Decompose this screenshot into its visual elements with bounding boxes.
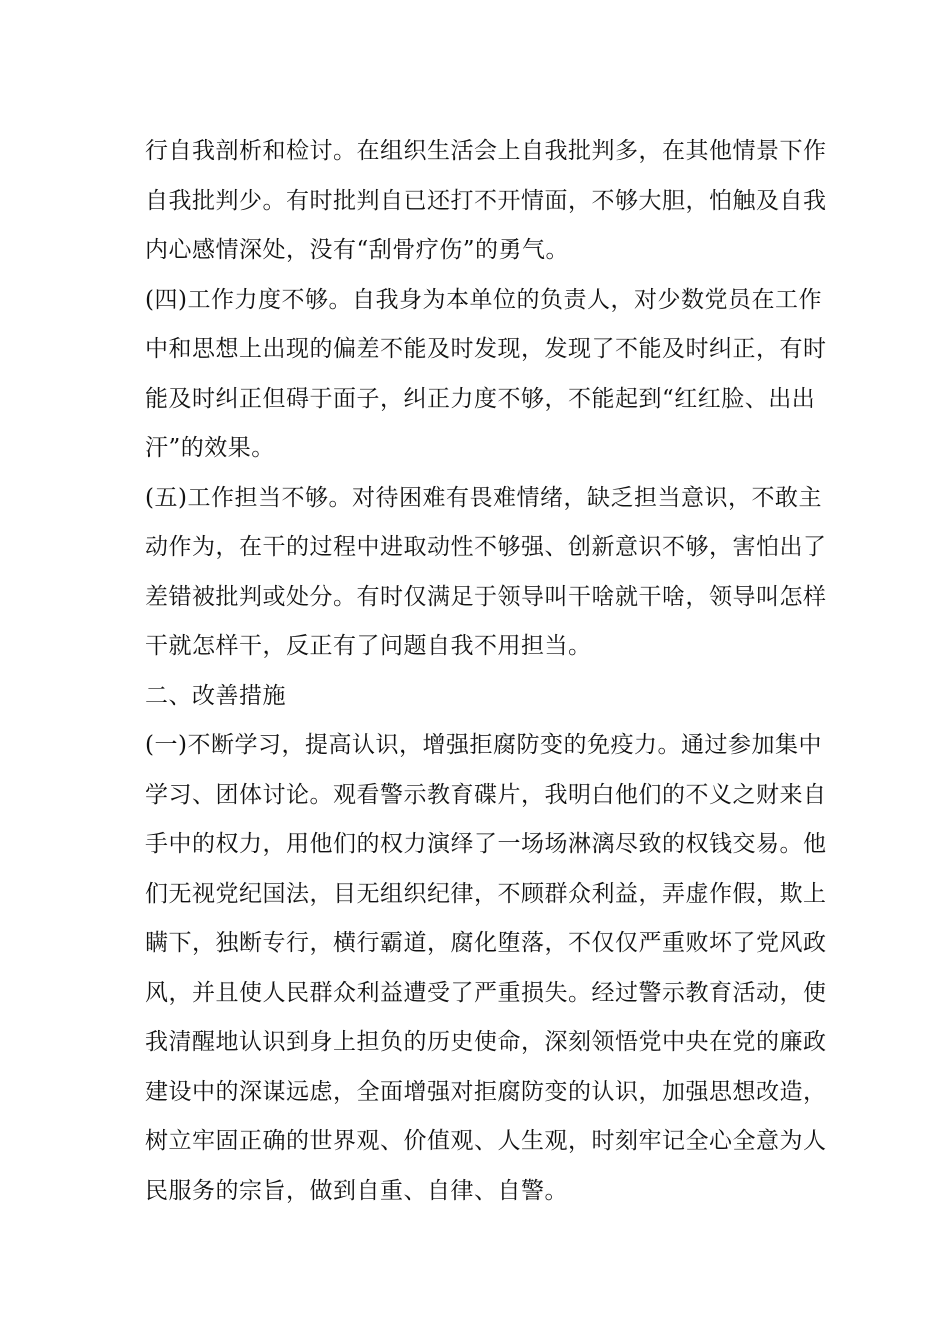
text-line: 自我批判少。有时批判自已还打不开情面，不够大胆，怕触及自我 [145, 187, 827, 214]
text-line: 学习、团体讨论。观看警示教育碟片，我明白他们的不义之财来自 [145, 781, 827, 808]
text-line: 建设中的深谋远虑，全面增强对拒腐防变的认识，加强思想改造， [145, 1078, 827, 1105]
text-line: 中和思想上出现的偏差不能及时发现，发现了不能及时纠正，有时 [145, 336, 827, 362]
text-line: 瞒下，独断专行，横行霸道，腐化堕落，不仅仅严重败坏了党风政 [145, 930, 827, 956]
body-text [145, 127, 827, 1216]
text-line: 内心感情深处，没有“刮骨疗伤”的勇气。 [145, 237, 570, 263]
subsection-one-line: (一)不断学习，提高认识，增强拒腐防变的免疫力。通过参加集中 [145, 732, 822, 758]
text-line: 民服务的宗旨，做到自重、自律、自警。 [145, 1177, 568, 1204]
section-heading: 二、改善措施 [145, 682, 286, 709]
section-five-line: (五)工作担当不够。对待困难有畏难情绪，缺乏担当意识，不敢主 [145, 484, 822, 511]
text-line: 差错被批判或处分。有时仅满足于领导叫干啥就干啥，领导叫怎样 [145, 583, 827, 610]
text-line: 行自我剖析和检讨。在组织生活会上自我批判多，在其他情景下作 [145, 138, 827, 164]
text-line: 我清醒地认识到身上担负的历史使命，深刻领悟党中央在党的廉政 [145, 1029, 827, 1055]
text-line: 汗”的效果。 [145, 435, 275, 461]
text-line: 风，并且使人民群众利益遭受了严重损失。经过警示教育活动，使 [145, 979, 827, 1006]
text-line: 能及时纠正但碍于面子，纠正力度不够，不能起到“红红脸、出出 [145, 385, 816, 412]
text-line: 动作为，在干的过程中进取动性不够强、创新意识不够，害怕出了 [145, 534, 827, 560]
text-line: 树立牢固正确的世界观、价值观、人生观，时刻牢记全心全意为人 [145, 1128, 827, 1154]
section-four-line: (四)工作力度不够。自我身为本单位的负责人，对少数党员在工作 [145, 286, 822, 313]
text-line: 干就怎样干，反正有了问题自我不用担当。 [145, 633, 592, 659]
text-line: 手中的权力，用他们的权力演绎了一场场淋漓尽致的权钱交易。他 [145, 831, 827, 857]
text-line: 们无视党纪国法，目无组织纪律，不顾群众利益，弄虚作假，欺上 [145, 880, 827, 907]
